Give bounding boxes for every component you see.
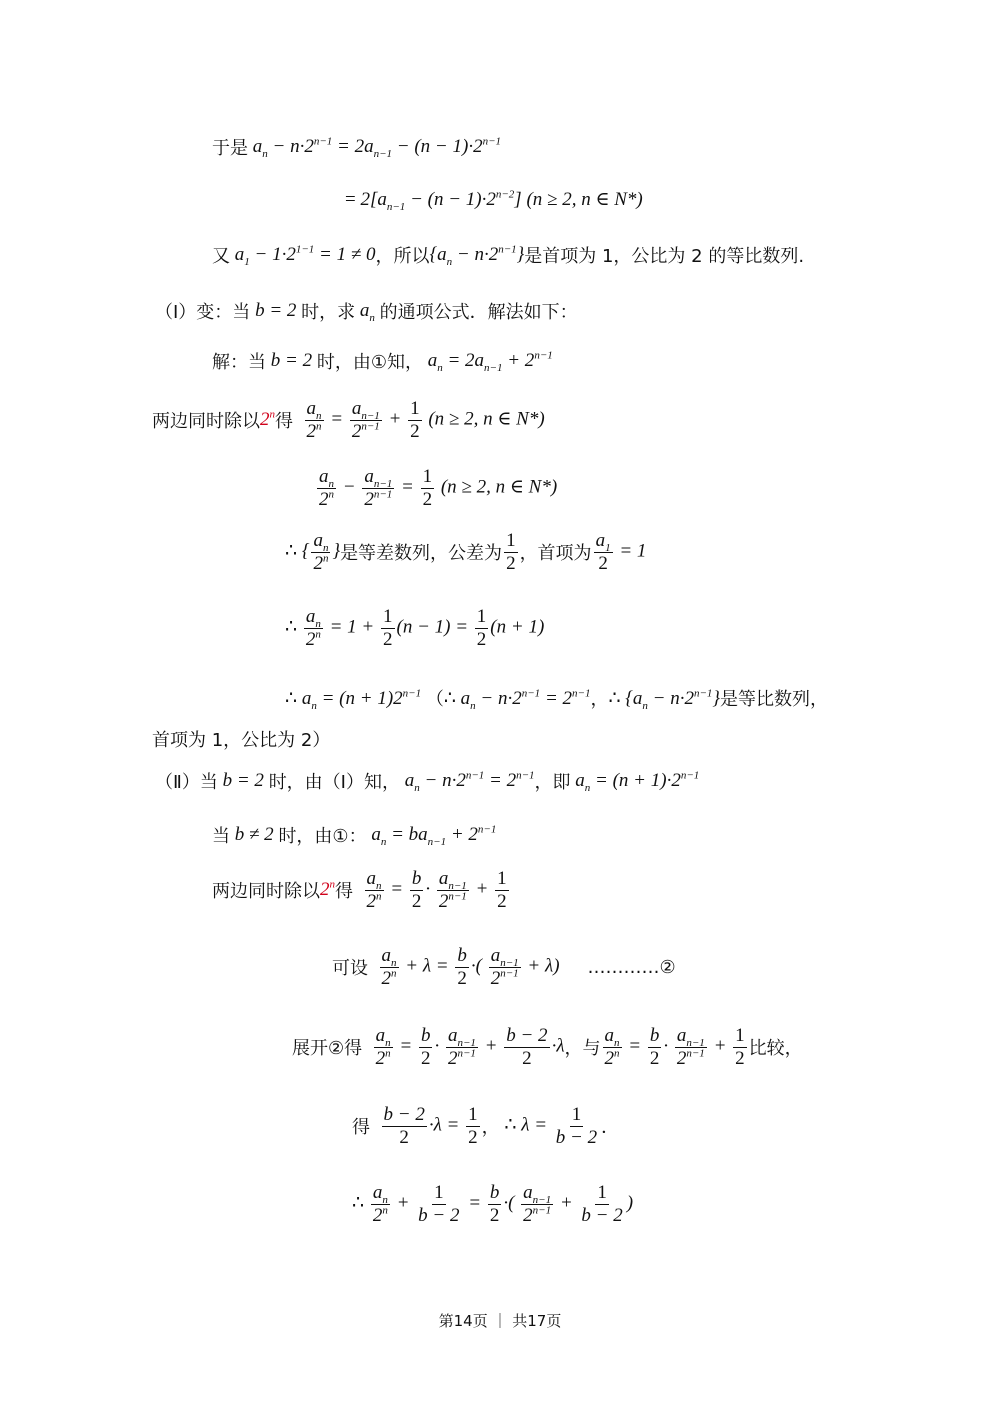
equation: $a_n = 2a_{n-1} + 2^{n-1}$ — [422, 349, 553, 374]
text: 得 — [275, 411, 293, 433]
text: ， — [481, 1117, 500, 1139]
equation: $\frac{a_1}{2}$ = 1 — [595, 530, 647, 574]
equation-line — [315, 466, 557, 511]
equation: b = 2 — [250, 300, 302, 321]
equation: $\frac{b - 2}{2}$ ·λ = $\frac{1}{2}$ — [383, 1104, 478, 1148]
equation: ∴ $\{a_n - n\cdot 2^{n-1}\}$ — [608, 687, 721, 712]
text-line — [152, 398, 545, 443]
equation: $\frac{a_n}{2^n}$ = $\frac{a_{n-1}}{2^{n-1}}$ + $\frac{1}{2}$ (n ≥ 2, n ∈ N*) — [306, 398, 545, 442]
equation: $\frac{a_n}{2^n}$ = $\frac{b}{2}$ · $\frac{a_{n-1}}{2^{n-1}}$ + $\frac{b - 2}{2}$ ·λ — [375, 1025, 565, 1069]
text: 的通项公式．解法如下： — [379, 302, 578, 323]
text: 时，由①： — [278, 826, 367, 847]
equation: 2$^n$ — [260, 409, 275, 431]
equation: ∴ $\frac{a_n}{2^n}$ + $\frac{1}{b - 2}$ = $\frac{b}{2}$ ·( $\frac{a_{n-1}}{2^{n-1}}$ + $\frac{1}{b - 2}$ ) — [352, 1182, 634, 1226]
equation: $\{a_n - n\cdot 2^{n-1}\}$ — [429, 243, 525, 268]
text-line — [152, 726, 330, 752]
equation-line — [345, 188, 643, 211]
equation: $a_n = ba_{n-1} + 2^{n-1}$ — [366, 823, 497, 848]
equation: ∴ $a_n = (n + 1)2^{n-1}$ — [285, 687, 422, 712]
equation: $a_n$ — [355, 300, 375, 324]
text: 得 — [352, 1117, 370, 1139]
text-line — [212, 822, 496, 848]
text-line — [155, 768, 699, 794]
equation: b ≠ 2 — [230, 824, 279, 845]
equation-line — [352, 1182, 633, 1227]
text-line — [285, 530, 646, 575]
text: ，首项为 — [519, 543, 592, 565]
text-line — [155, 298, 578, 324]
equation: b = 2 — [266, 350, 317, 371]
text: 于是 — [212, 138, 248, 159]
text: 解：当 — [212, 352, 266, 373]
text: 是首项为 1，公比为 2 的等比数列. — [524, 246, 805, 267]
equation: $a_1 - 1\cdot 2^{1-1} = 1 \ne 0$ — [230, 243, 376, 268]
equation-line — [285, 606, 544, 651]
text-line — [212, 134, 501, 160]
equation: ∴ $a_n - n\cdot 2^{n-1} = 2^{n-1}$ — [443, 687, 591, 712]
text-line — [332, 945, 676, 990]
equation: $\frac{1}{2}$ — [506, 530, 516, 574]
equation: ∴ $\frac{a_n}{2^n}$ = 1 + $\frac{1}{2}$ (n − 1) = $\frac{1}{2}$ (n + 1) — [285, 606, 545, 650]
equation: $a_n - n\cdot 2^{n-1} = 2a_{n-1} - (n - 1)\cdot 2^{n-1}$ — [248, 135, 502, 160]
text-line — [285, 685, 828, 711]
text: …………② — [587, 956, 676, 978]
text-line — [292, 1025, 803, 1070]
text: ． — [601, 1117, 620, 1139]
text: ，即 — [534, 772, 571, 793]
equation: b = 2 — [217, 770, 269, 791]
text-line — [212, 348, 553, 374]
page-footer: 第14页 ｜ 共17页 — [438, 1312, 562, 1330]
text: 首项为 1，公比为 2） — [152, 730, 331, 751]
text: 时，求 — [301, 302, 356, 323]
equation: $\frac{a_n}{2^n}$ = $\frac{b}{2}$ · $\frac{a_{n-1}}{2^{n-1}}$ + $\frac{1}{2}$ — [366, 868, 507, 912]
equation: $\frac{a_n}{2^n}$ = $\frac{b}{2}$ · $\frac{a_{n-1}}{2^{n-1}}$ + $\frac{1}{2}$ — [604, 1025, 745, 1069]
text: 时，由（Ⅰ）知， — [268, 772, 400, 793]
text: （Ⅱ）当 — [155, 772, 218, 793]
text-line — [212, 242, 804, 268]
equation: $a_n - n\cdot 2^{n-1} = 2^{n-1}$ — [400, 769, 535, 794]
text: （ — [425, 689, 444, 710]
equation: $\frac{a_n}{2^n}$ − $\frac{a_{n-1}}{2^{n-1}}$ = $\frac{1}{2}$ (n ≥ 2, n ∈ N*) — [319, 466, 558, 510]
text-line — [212, 868, 511, 913]
equation: 2$^n$ — [320, 879, 335, 901]
text: 两边同时除以 — [212, 881, 320, 903]
text: 是等比数列， — [720, 689, 829, 710]
text: ，所以 — [375, 246, 430, 267]
text: 两边同时除以 — [152, 411, 260, 433]
text: ，与 — [564, 1038, 601, 1060]
text: 得 — [335, 881, 353, 903]
equation: $a_n = (n + 1)\cdot 2^{n-1}$ — [570, 769, 700, 794]
text: 又 — [212, 246, 230, 267]
equation: ∴ { $\frac{a_n}{2^n}$ } — [285, 530, 341, 574]
equation: = $2[a_{n-1} - (n - 1)\cdot 2^{n-2}] (n \ge 2$, n ∈ N*) — [345, 188, 643, 213]
text: 是等差数列，公差为 — [340, 543, 503, 565]
text: ， — [590, 689, 609, 710]
text: 展开②得 — [292, 1038, 363, 1060]
text: 比较， — [748, 1038, 803, 1060]
equation: $\frac{a_n}{2^n}$ + λ = $\frac{b}{2}$ ·( $\frac{a_{n-1}}{2^{n-1}}$ + λ) — [381, 945, 560, 989]
text: 时，由①知， — [316, 352, 423, 373]
text: 当 — [212, 826, 230, 847]
text: 可设 — [332, 958, 368, 980]
text: （Ⅰ）变：当 — [155, 302, 251, 323]
equation: ∴ λ = $\frac{1}{b - 2}$ — [504, 1104, 598, 1148]
text-line — [352, 1104, 619, 1149]
